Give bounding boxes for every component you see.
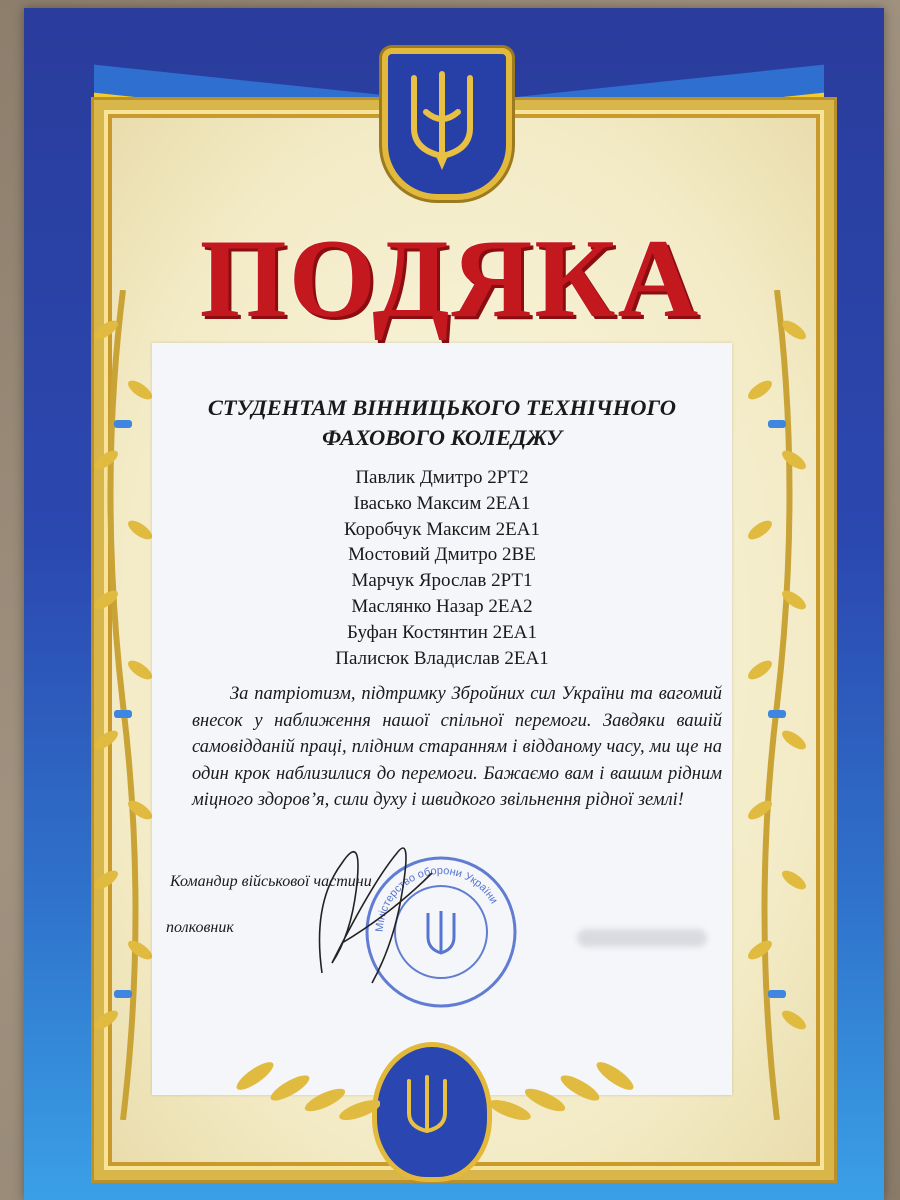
student-name: Мостовий Дмитро 2ВЕ [348,544,536,566]
wheat-wing-right-icon [490,1050,660,1140]
heading-line-2: ФАХОВОГО КОЛЕДЖУ [322,425,562,450]
student-name: Буфан Костянтин 2ЕА1 [347,621,537,643]
recipient-heading [152,393,732,453]
signatory-rank: полковник [166,919,234,936]
signatory-title: Командир військової частини [170,873,372,890]
stamp-text: Міністерство оборони України [373,864,500,933]
signature-icon [302,823,452,993]
bottom-emblem-icon [372,1042,492,1182]
redacted-name [577,929,707,947]
trident-icon [382,48,512,200]
student-list [152,465,732,671]
certificate-title: ПОДЯКА [199,217,701,341]
wheat-wing-left-icon [210,1050,380,1140]
student-name: Івасько Максим 2ЕА1 [353,492,531,514]
student-name: Павлик Дмитро 2РТ2 [355,467,529,488]
student-name: Маслянко Назар 2ЕА2 [351,595,533,617]
laurel-right-icon [742,290,812,1120]
heading-line-1: СТУДЕНТАМ ВІННИЦЬКОГО ТЕХНІЧНОГО [207,395,677,420]
laurel-left-icon [88,290,158,1120]
student-name: Палисюк Владислав 2ЕА1 [335,647,549,669]
student-name: Коробчук Максим 2ЕА1 [344,518,540,540]
text-panel [152,343,732,1095]
gratitude-text: За патріотизм, підтримку Збройних сил України та вагомий внесок у наближення нашої спільної перемоги. Завдяки вашій самовідданій праці, плідним старанням і відданому часу, ми ще на один крок наблизилися до перемоги. Бажаємо вам і вашим рідним міцного здоров’я, сили духу і швидкого звільнення рідної землі! [192,684,722,810]
student-name: Марчук Ярослав 2РТ1 [351,570,533,592]
